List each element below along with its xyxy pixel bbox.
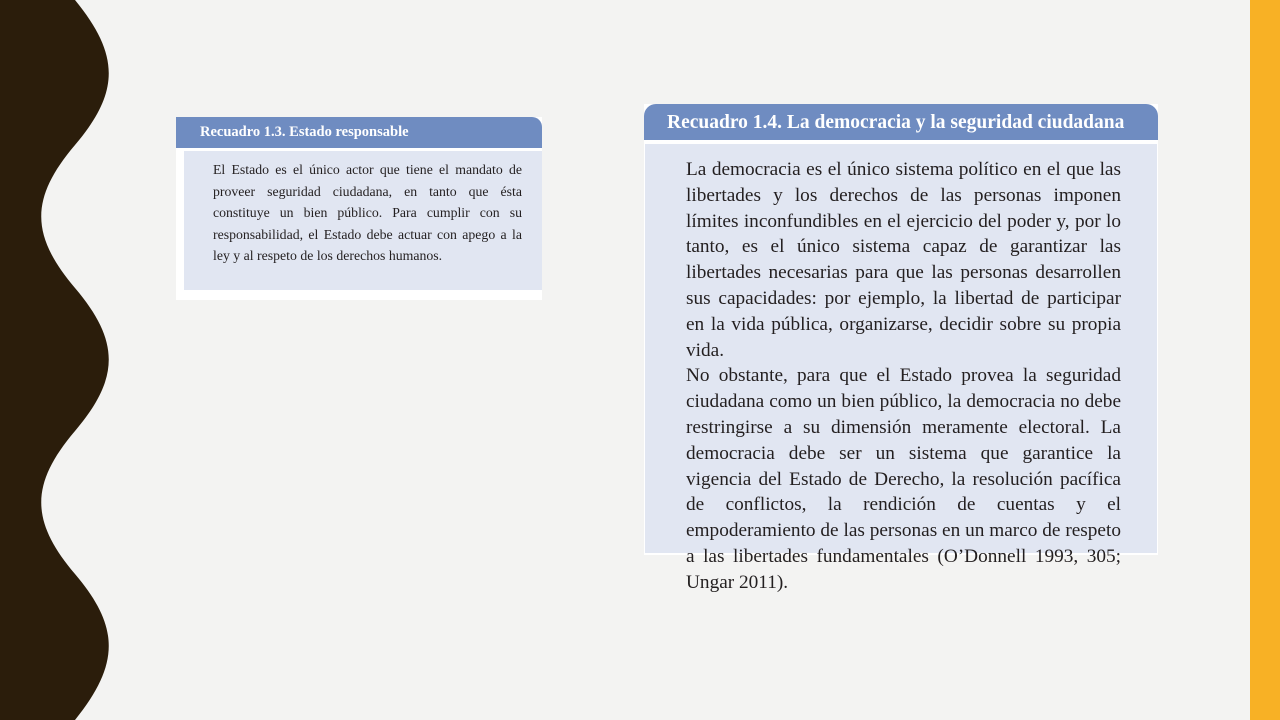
recuadro-1-3-title: Recuadro 1.3. Estado responsable [176, 117, 542, 148]
recuadro-1-4-paragraph-1: La democracia es el único sistema político en el que las libertades y los derechos de las personas imponen límites inconfundibles en el ejercicio del poder y, por lo tanto, es el único sistema capaz de garantizar las libertades necesarias para que las personas desarrollen sus capacidades: por ejemplo, la libertad de participar en la vida pública, organizarse, decidir sobre su propia vida. [686, 159, 1121, 361]
recuadro-1-4-body [645, 144, 1157, 593]
recuadro-1-4-title: Recuadro 1.4. La democracia y la seguridad ciudadana [644, 104, 1158, 140]
right-accent-stripe [1250, 0, 1280, 720]
wavy-left-border [0, 0, 110, 720]
recuadro-1-3-body [184, 151, 542, 290]
recuadro-1-3-text: El Estado es el único actor que tiene el mandato de proveer seguridad ciudadana, en tanto que ésta constituye un bien público. Para cumplir con su responsabilidad, el Estado debe actuar con apego a la ley y al respeto de los derechos humanos. [213, 162, 522, 263]
recuadro-1-4-paragraph-2: No obstante, para que el Estado provea la seguridad ciudadana como un bien público, la democracia no debe restringirse a su dimensión meramente electoral. La democracia debe ser un sistema que garantice la vigencia del Estado de Derecho, la resolución pacífica de conflictos, la rendición de cuentas y el empoderamiento de las personas en un marco de respeto a las libertades fundamentales (O’Donnell 1993, 305; Ungar 2011). [686, 365, 1121, 593]
recuadro-1-3-box [176, 117, 542, 300]
recuadro-1-4-box [644, 104, 1158, 593]
